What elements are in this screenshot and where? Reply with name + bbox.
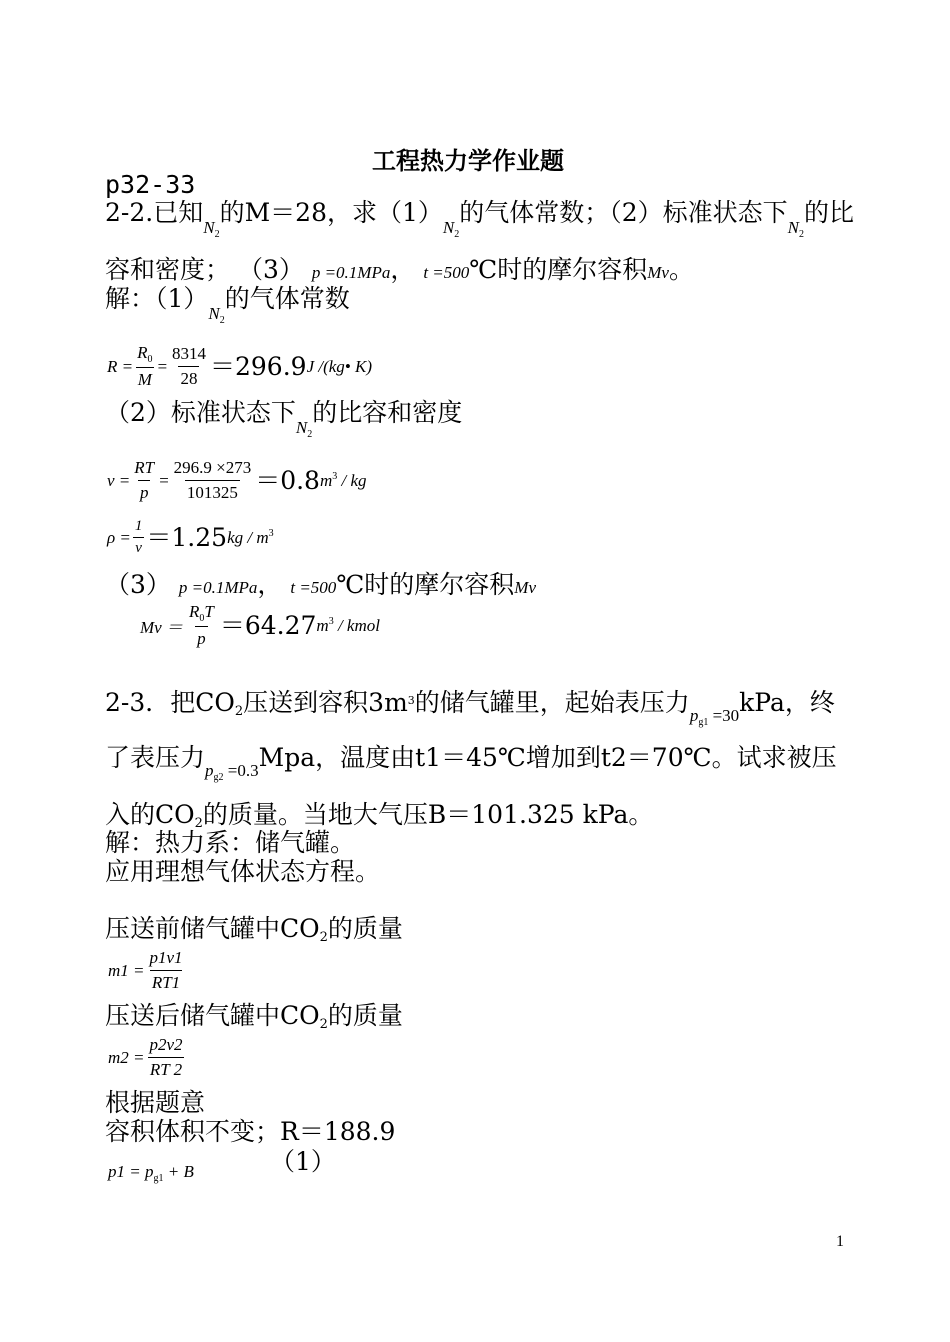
molar-volume-equation: Mv ＝ $\frac{R_0T}{p}$ ＝64.27 $m^3$ / kmol (140, 602, 380, 648)
specific-volume-equation: v = $\frac{RT}{p}$ = $\frac{296.9 \times 273}{101325}$ ＝0.8 $m^3$ / kg (107, 458, 367, 502)
constant-volume-text: 容积体积不变；R＝188.9 (105, 1117, 396, 1146)
page-reference: p32-33 (105, 170, 196, 199)
problem-2-2-statement-line2: 容和密度； （3） p =0.1MPa， t =500℃时的摩尔容积Mv。 (105, 255, 694, 284)
mass-before-equation: m1 = $\frac{p1v1}{RT1}$ (108, 948, 183, 992)
basis-text: 根据题意 (105, 1088, 206, 1117)
problem-2-3-statement-line1: 2-3．把$CO_2$压送到容积$3m^3$的储气罐里，起始表压力$_{p_{g1} =30}$kPa，终 (105, 688, 835, 728)
initial-pressure-equation: $p1 = p_{g1} + B$ (108, 1162, 194, 1184)
page-title: 工程热力学作业题 (372, 147, 564, 175)
page-number: 1 (836, 1233, 844, 1250)
mass-after-heading: 压送后储气罐中$CO_2$的质量 (105, 1001, 403, 1032)
problem-2-3-statement-line2: 了表压力$_{p_{g2} =0.3}$Mpa，温度由t1＝45℃增加到t2＝70℃。试求被压 (105, 743, 837, 783)
gas-constant-equation: R = $\frac{R_0}{M}$ = $\frac{8314}{28}$ ＝296.9 J /(kg• K) (107, 343, 372, 389)
mass-before-heading: 压送前储气罐中$CO_2$的质量 (105, 914, 403, 945)
solution-system: 解：热力系：储气罐。 (105, 828, 356, 857)
solution-part2-heading: （2）标准状态下$_{N_2}$的比容和密度 (105, 398, 463, 440)
problem-2-2-statement-line1: 2-2.已知$_{N_2}$的M＝28，求$(1)_{N_2}$的气体常数；（2）标准状态下$_{N_2}$的比 (105, 198, 855, 240)
solution-part3-heading: （3） p =0.1MPa， t =500℃时的摩尔容积Mv (105, 570, 536, 599)
equation-number: （1） (270, 1147, 336, 1176)
solution-part1-heading: 解：$(1)_{N_2}$的气体常数 (105, 284, 350, 326)
density-equation: ρ = $\frac{1}{v}$ ＝1.25 kg / $m^3$ (107, 518, 274, 556)
solution-method: 应用理想气体状态方程。 (105, 857, 381, 886)
problem-2-3-statement-line3: 入的$CO_2$的质量。当地大气压B＝101.325 kPa。 (105, 800, 654, 831)
mass-after-equation: m2 = $\frac{p2v2}{RT 2}$ (108, 1035, 183, 1079)
